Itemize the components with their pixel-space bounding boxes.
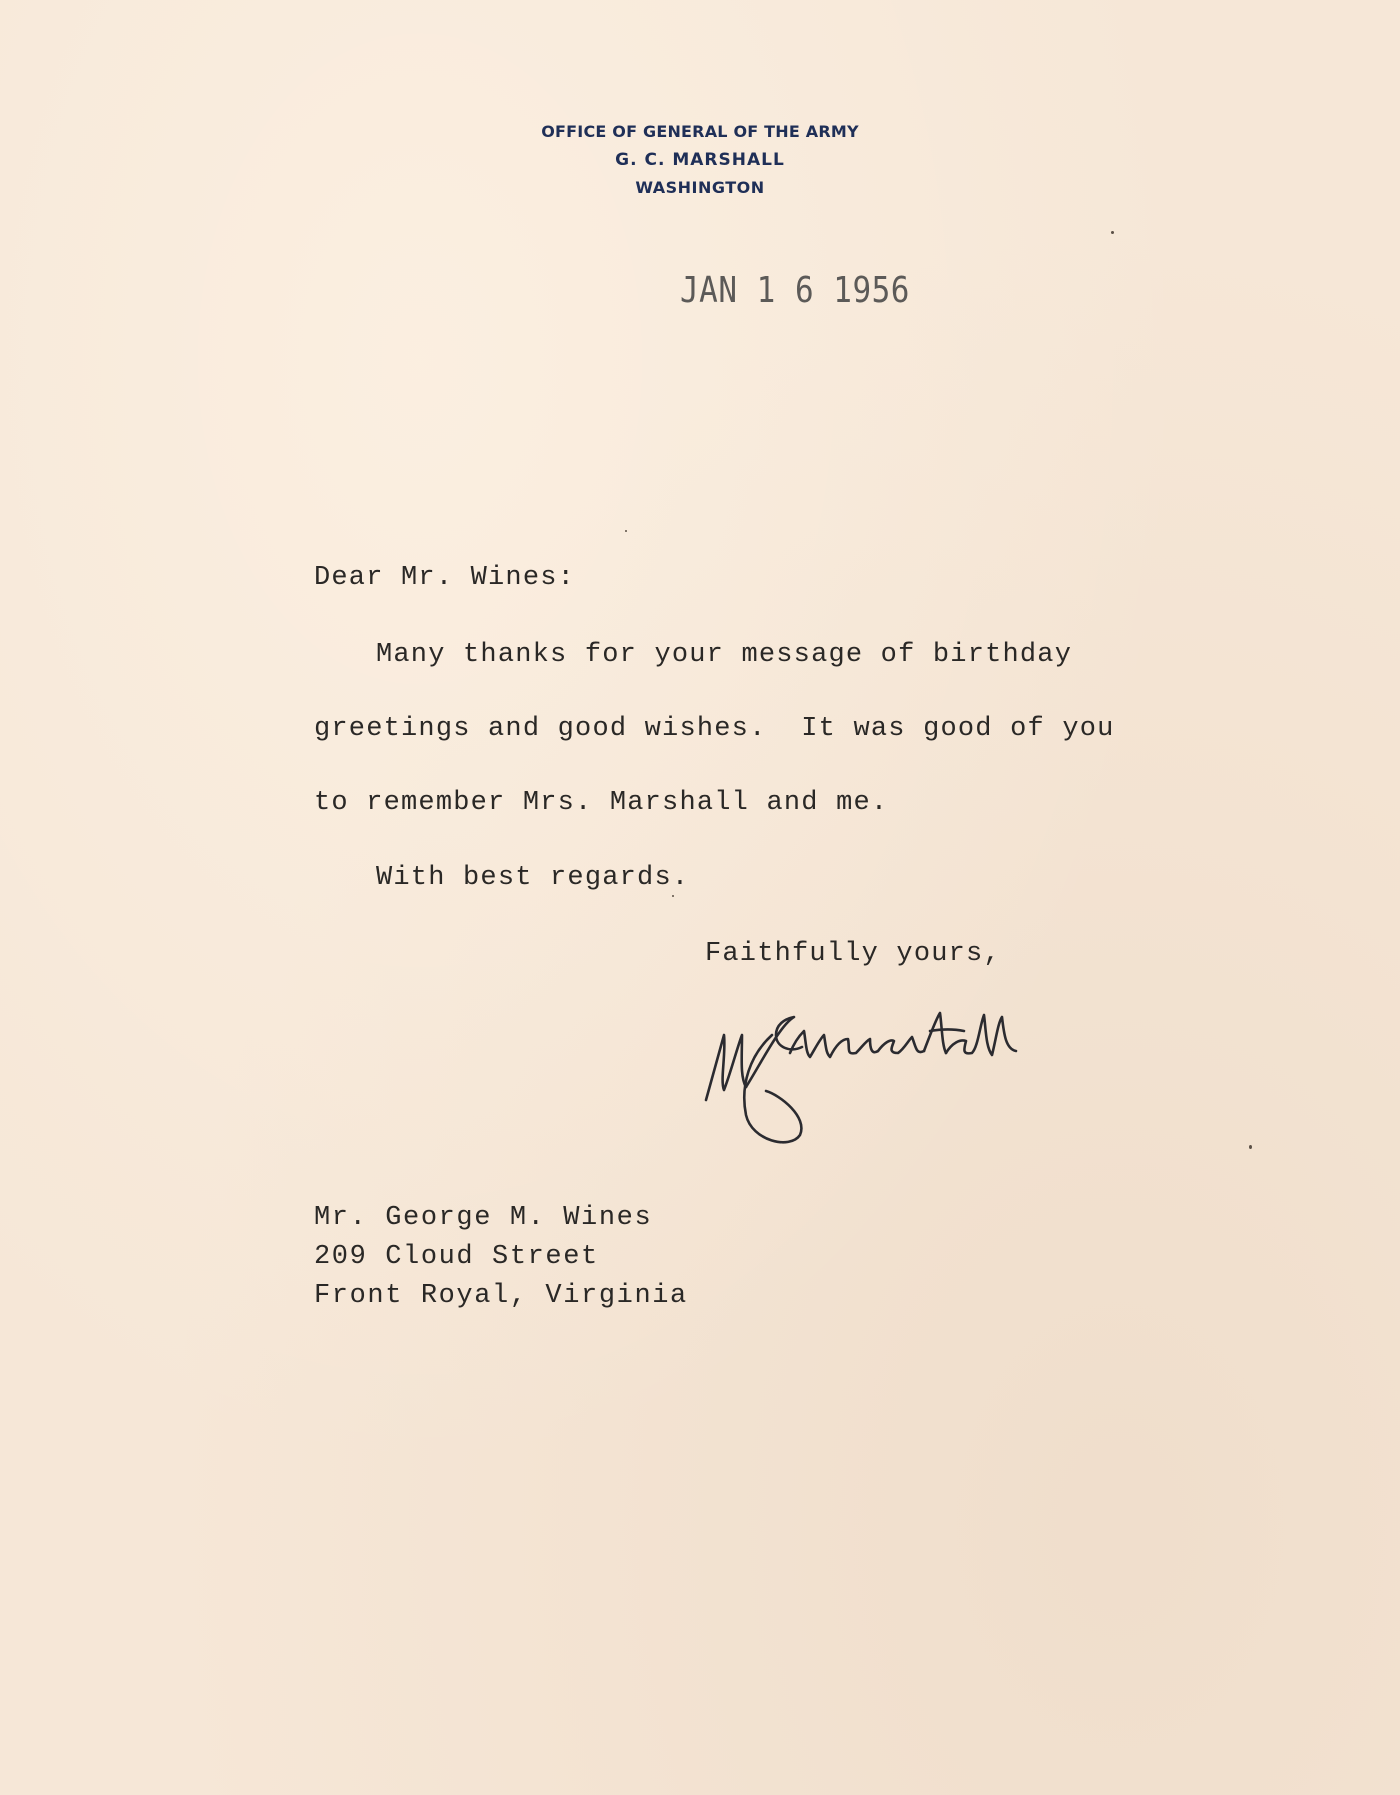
recipient-street: 209 Cloud Street	[314, 1242, 599, 1272]
paper-speck	[672, 895, 674, 897]
closing: Faithfully yours,	[705, 939, 1001, 969]
date-stamp: JAN 1 6 1956	[680, 270, 910, 312]
salutation: Dear Mr. Wines:	[314, 563, 576, 593]
letterhead-city: WASHINGTON	[635, 178, 765, 197]
body-line-1: Many thanks for your message of birthday	[376, 640, 1073, 670]
letterhead-office: OFFICE OF GENERAL OF THE ARMY	[541, 122, 859, 141]
recipient-name: Mr. George M. Wines	[314, 1203, 653, 1233]
body-line-2: greetings and good wishes. It was good of you	[314, 714, 1115, 744]
body-line-3: to remember Mrs. Marshall and me.	[314, 788, 889, 818]
body-line-4: With best regards.	[376, 863, 690, 893]
letterhead-name: G. C. MARSHALL	[615, 150, 785, 170]
letterhead	[400, 118, 1000, 202]
recipient-city: Front Royal, Virginia	[314, 1281, 688, 1311]
paper-speck	[1111, 231, 1114, 234]
paper-speck	[1249, 1145, 1252, 1149]
handwritten-signature-icon	[680, 995, 1080, 1155]
paper-speck	[625, 530, 627, 532]
